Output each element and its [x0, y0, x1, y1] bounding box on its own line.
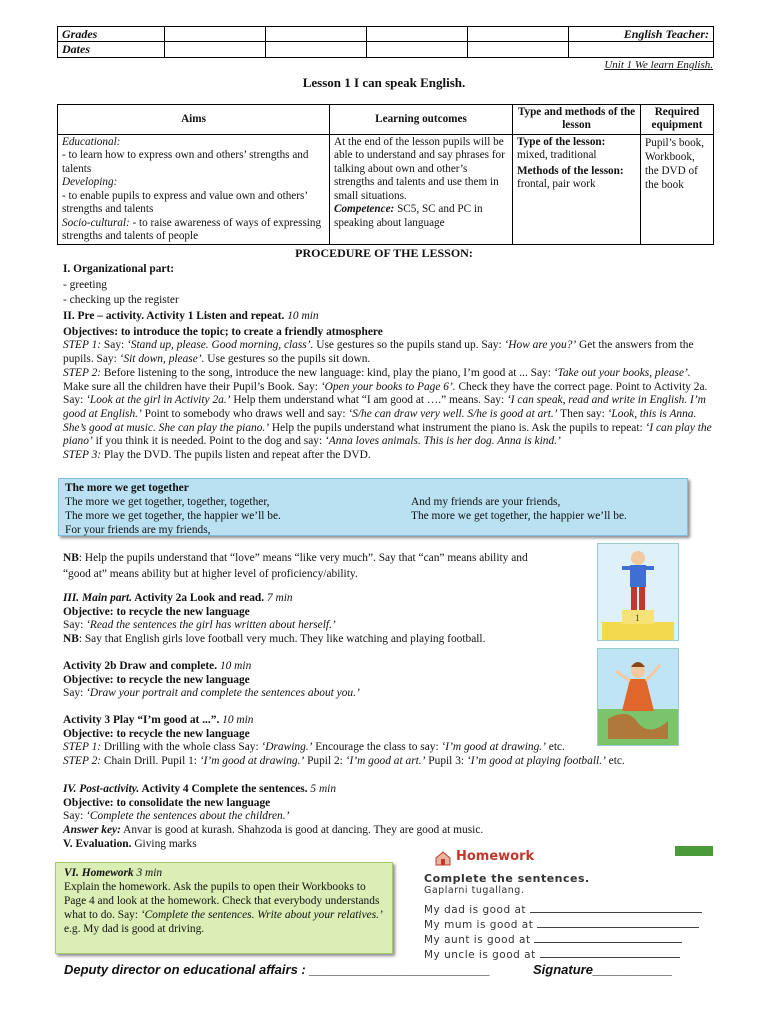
step1-text: etc. — [545, 741, 565, 754]
step2-text: Then say: — [557, 407, 608, 420]
activity3-label: Activity 3 Play “I’m good at ...”. — [63, 714, 220, 726]
homework-title-label: VI. Homework — [64, 867, 134, 879]
step1-paragraph — [63, 339, 713, 366]
step2-quote: ‘Look at the girl in Activity 2a.’ — [86, 394, 231, 407]
answer-key — [63, 824, 713, 838]
grades-cell — [367, 27, 468, 42]
org-item: - checking up the register — [63, 294, 179, 307]
step2-quote: ‘I can speak, read and write in English. I’m good at English.’ — [63, 394, 706, 420]
step2-text: Pupil 2: — [304, 755, 346, 768]
unit-title: Unit 1 We learn English. — [604, 59, 713, 71]
step2-quote: ‘I can play the piano’ — [63, 421, 712, 448]
lesson-type-label: Type of the lesson: — [517, 135, 606, 148]
lesson-title: Lesson 1 I can speak English. — [302, 75, 466, 90]
aims-cell — [58, 134, 330, 245]
activity3-time: 10 min — [222, 714, 254, 726]
step1-quote: ‘Stand up, please. Good morning, class’. — [127, 339, 314, 352]
nb-paragraph — [63, 552, 593, 581]
pre-title-text: II. Pre – activity. Activity 1 Listen and repeat. — [63, 310, 285, 323]
main-part-objective: Objective: to recycle the new language — [63, 605, 250, 618]
answer-blank[interactable] — [530, 912, 702, 913]
step1-text: Drilling with the whole class Say: — [101, 741, 262, 754]
step2-text: Point to somebody who draws well and say: — [141, 407, 349, 420]
homework-sentence — [424, 904, 702, 917]
lesson-methods — [517, 165, 636, 192]
post-label: IV. Post-activity. — [63, 783, 140, 795]
main-part-section — [63, 592, 603, 647]
step1-text: Get the answers from the pupils. Say: — [63, 339, 694, 366]
grades-cell — [165, 27, 266, 42]
say-label: Say: — [63, 687, 87, 700]
main-part-nb — [63, 633, 603, 647]
post-activity: Activity 4 Complete the sentences. — [139, 783, 308, 795]
say-quote: ‘Read the sentences the girl has written about herself.’ — [86, 619, 336, 632]
activity2b-title — [63, 660, 583, 674]
aims-educational-text: - to learn how to express own and others’ strengths and talents — [62, 149, 309, 175]
main-part-activity: Activity 2a Look and read. — [132, 592, 265, 604]
step3-label: STEP 3: — [63, 448, 102, 461]
homework-title — [64, 866, 384, 880]
step1-label: STEP 1: — [63, 339, 102, 352]
lesson-type-text: mixed, traditional — [517, 149, 597, 162]
step2-text: if you think it is needed. Point to the dog and say: — [92, 435, 325, 448]
answer-blank[interactable] — [540, 957, 680, 958]
homework-sentence — [424, 919, 699, 932]
competence-text: SC5, SC and PC in speaking about language — [334, 203, 483, 229]
step2-quote: ‘Open your books to Page 6’. — [320, 380, 456, 393]
pre-activity-title — [63, 310, 713, 324]
lesson-methods-text: frontal, pair work — [517, 178, 596, 191]
org-title: I. Organizational part: — [63, 263, 175, 275]
deputy-director-line: Deputy director on educational affairs : _________________________ — [64, 962, 491, 977]
activity2b-section — [63, 660, 583, 701]
step2-quote: ‘Anna loves animals. This is her dog. Anna is kind.’ — [324, 435, 561, 448]
dates-row — [58, 42, 714, 57]
homework-instruction-uz: Gaplarni tugallang. — [424, 885, 525, 896]
homework-sentence-text: My mum is good at — [424, 919, 534, 931]
homework-label — [428, 849, 538, 867]
nb-line — [63, 552, 593, 566]
step1-text: Say: — [101, 339, 128, 352]
aims-developing-label: Developing: — [62, 176, 118, 189]
dates-label: Dates — [58, 42, 165, 57]
homework-sentence-text: My uncle is good at — [424, 949, 536, 961]
activity2b-time: 10 min — [219, 660, 252, 672]
step2-text: Chain Drill. Pupil 1: — [101, 755, 200, 768]
nb-label: NB — [63, 633, 79, 646]
step1-quote: ‘Sit down, please’. — [119, 353, 205, 366]
step2-label: STEP 2: — [63, 755, 102, 768]
plan-body-row — [58, 134, 714, 245]
boy-podium-illustration — [598, 544, 678, 640]
homework-box — [55, 862, 393, 954]
homework-example: e.g. My dad is good at driving. — [64, 923, 205, 935]
nb-line: “good at” means ability but at higher level of proficiency/ability. — [63, 567, 358, 580]
grades-row — [58, 27, 714, 42]
house-icon — [434, 850, 452, 866]
step2-quote: ‘I’m good at art.’ — [345, 755, 426, 768]
aims-sociocultural-label: Socio-cultural: — [62, 216, 130, 229]
step2-text: Help them understand what “I am good at ….” means. Say: — [230, 394, 507, 407]
step1-text: Encourage the class to say: — [312, 741, 442, 754]
lesson-type — [517, 136, 636, 163]
dates-cell — [165, 42, 266, 57]
equipment-cell: Pupil’s book, Workbook, the DVD of the book — [641, 134, 714, 245]
nb-text: : Help the pupils understand that “love” means “like very much”. Say that “can” means ability and — [78, 552, 528, 564]
song-line: And my friends are your friends, — [411, 496, 561, 508]
homework-sentence-text: My aunt is good at — [424, 934, 531, 946]
dates-cell — [367, 42, 468, 57]
song-title: The more we get together — [65, 482, 189, 494]
header-equipment: Required equipment — [641, 105, 714, 135]
outcomes-cell — [330, 134, 513, 245]
song-line: The more we get together, the happier we’ll be. — [411, 510, 627, 522]
step2-quote: ‘Take out your books, please’. — [553, 366, 691, 379]
step2-text: Check they have the correct page. Point to Activity 2a. Say: — [63, 380, 708, 407]
decorative-grass — [675, 846, 713, 856]
activity2b-label: Activity 2b Draw and complete. — [63, 660, 218, 672]
grades-table — [57, 26, 714, 58]
grades-cell — [266, 27, 367, 42]
song-line: The more we get together, together, together, — [65, 496, 270, 508]
answer-blank[interactable] — [537, 927, 699, 928]
say-label: Say: — [63, 619, 87, 632]
grades-cell — [468, 27, 569, 42]
post-objective: Objective: to consolidate the new language — [63, 796, 271, 809]
teacher-label: English Teacher: — [569, 27, 714, 42]
activity3-step1 — [63, 741, 713, 755]
homework-text-body: Explain the homework. Ask the pupils to open their Workbooks to Page 4 and look at the homework. Check that everybody understands what to do. Say: — [64, 881, 380, 921]
evaluation-text: Giving marks — [131, 837, 197, 850]
homework-label-text: Homework — [456, 849, 535, 864]
type-cell — [513, 134, 641, 245]
nb-label: NB — [63, 552, 79, 564]
plan-header-row — [58, 105, 714, 135]
homework-sentence-text: My dad is good at — [424, 904, 527, 916]
say-label: Say: — [63, 810, 87, 823]
step2-text: Make sure all the children have their Pupil’s Book. Say: — [63, 380, 321, 393]
aims-educational-label: Educational: — [62, 135, 121, 148]
step1-label: STEP 1: — [63, 741, 102, 754]
header-type-methods: Type and methods of the lesson — [513, 105, 641, 135]
step2-text: Pupil 3: — [425, 755, 467, 768]
dates-cell — [569, 42, 714, 57]
main-part-time: 7 min — [266, 592, 293, 604]
step3-text: Play the DVD. The pupils listen and repeat after the DVD. — [101, 448, 371, 461]
aims-developing-text: - to enable pupils to express and value own and others’ strengths and talents — [62, 189, 308, 216]
pre-objectives: Objectives: to introduce the topic; to create a friendly atmosphere — [63, 325, 383, 338]
main-part-label: III. Main part. — [63, 592, 133, 604]
homework-sentence — [424, 949, 680, 962]
step2-label: STEP 2: — [63, 366, 102, 379]
nb-text: : Say that English girls love football very much. They like watching and playing football. — [78, 633, 486, 646]
header-learning-outcomes: Learning outcomes — [330, 105, 513, 135]
activity3-objective: Objective: to recycle the new language — [63, 727, 250, 740]
dates-cell — [266, 42, 367, 57]
homework-time: 3 min — [136, 867, 163, 879]
activity2b-objective: Objective: to recycle the new language — [63, 673, 250, 686]
org-item: - greeting — [63, 278, 107, 291]
song-line: The more we get together, the happier we’ll be. — [65, 510, 281, 522]
answer-key-text: Anvar is good at kurash. Shahzoda is good at dancing. They are good at music. — [120, 824, 484, 837]
main-part-say — [63, 619, 603, 633]
say-quote: ‘Draw your portrait and complete the sentences about you.’ — [86, 687, 360, 700]
activity3-title — [63, 714, 713, 728]
step2-paragraph — [63, 367, 713, 449]
homework-instruction: Complete the sentences. — [424, 872, 590, 885]
step2-text: etc. — [605, 755, 625, 768]
activity2b-say — [63, 687, 583, 701]
step3-paragraph — [63, 449, 713, 463]
boy-on-podium-image — [597, 543, 679, 641]
signature-line: Signature___________ — [533, 962, 673, 977]
step2-text: Before listening to the song, introduce the new language: kind, play the piano, I’m good at ... Say: — [101, 366, 554, 379]
procedure-section — [63, 263, 713, 463]
evaluation-label: V. Evaluation. — [63, 837, 132, 850]
main-part-title — [63, 592, 603, 606]
answer-key-label: Answer key: — [63, 824, 121, 837]
post-say — [63, 810, 713, 824]
step1-text: Use gestures so the pupils stand up. Say: — [313, 339, 505, 352]
grades-label: Grades — [58, 27, 165, 42]
header-aims: Aims — [58, 105, 330, 135]
lesson-methods-label: Methods of the lesson: — [517, 164, 624, 177]
procedure-title: PROCEDURE OF THE LESSON: — [295, 246, 473, 260]
outcomes-competence — [334, 203, 508, 230]
step2-quote: ‘Look, this is Anna. She’s good at music. She can play the piano.’ — [63, 407, 697, 434]
dates-cell — [468, 42, 569, 57]
step2-quote: ‘I’m good at drawing.’ — [199, 755, 305, 768]
aims-sociocultural — [62, 217, 325, 244]
post-title — [63, 783, 713, 797]
outcomes-text: At the end of the lesson pupils will be able to understand and say phrases for talking about own and other’s strengths and talents and use them in small situations. — [334, 135, 505, 202]
step1-text: Use gestures so the pupils sit down. — [204, 353, 371, 366]
step2-quote: ‘I’m good at playing football.’ — [466, 755, 606, 768]
step1-quote: ‘Drawing.’ — [261, 741, 313, 754]
activity3-step2 — [63, 755, 713, 769]
say-quote: ‘Complete the sentences about the children.’ — [86, 810, 290, 823]
homework-text — [64, 880, 384, 936]
step2-quote: ‘S/he can draw very well. S/he is good at art.’ — [348, 407, 558, 420]
competence-label: Competence: — [334, 203, 395, 216]
lesson-plan-table — [57, 104, 714, 245]
homework-sentence — [424, 934, 682, 947]
answer-blank[interactable] — [534, 942, 682, 943]
post-time: 5 min — [310, 783, 337, 795]
step1-quote: ‘I’m good at drawing.’ — [441, 741, 546, 754]
aims-sociocultural-text: - to raise awareness of ways of expressing strengths and talents of people — [62, 216, 322, 242]
step1-quote: ‘How are you?’ — [504, 339, 577, 352]
step2-text: Help the pupils understand what instrument the piano is. Ask the pupils to repeat: — [269, 421, 646, 434]
post-activity-section — [63, 783, 713, 851]
song-line: For your friends are my friends, — [65, 524, 211, 536]
homework-workbook-panel — [418, 846, 718, 964]
activity3-section — [63, 714, 713, 769]
pre-time: 10 min — [287, 310, 319, 323]
homework-quote: ‘Complete the sentences. Write about your relatives.’ — [140, 909, 383, 921]
svg-text:1: 1 — [635, 613, 640, 623]
song-box — [58, 478, 688, 536]
